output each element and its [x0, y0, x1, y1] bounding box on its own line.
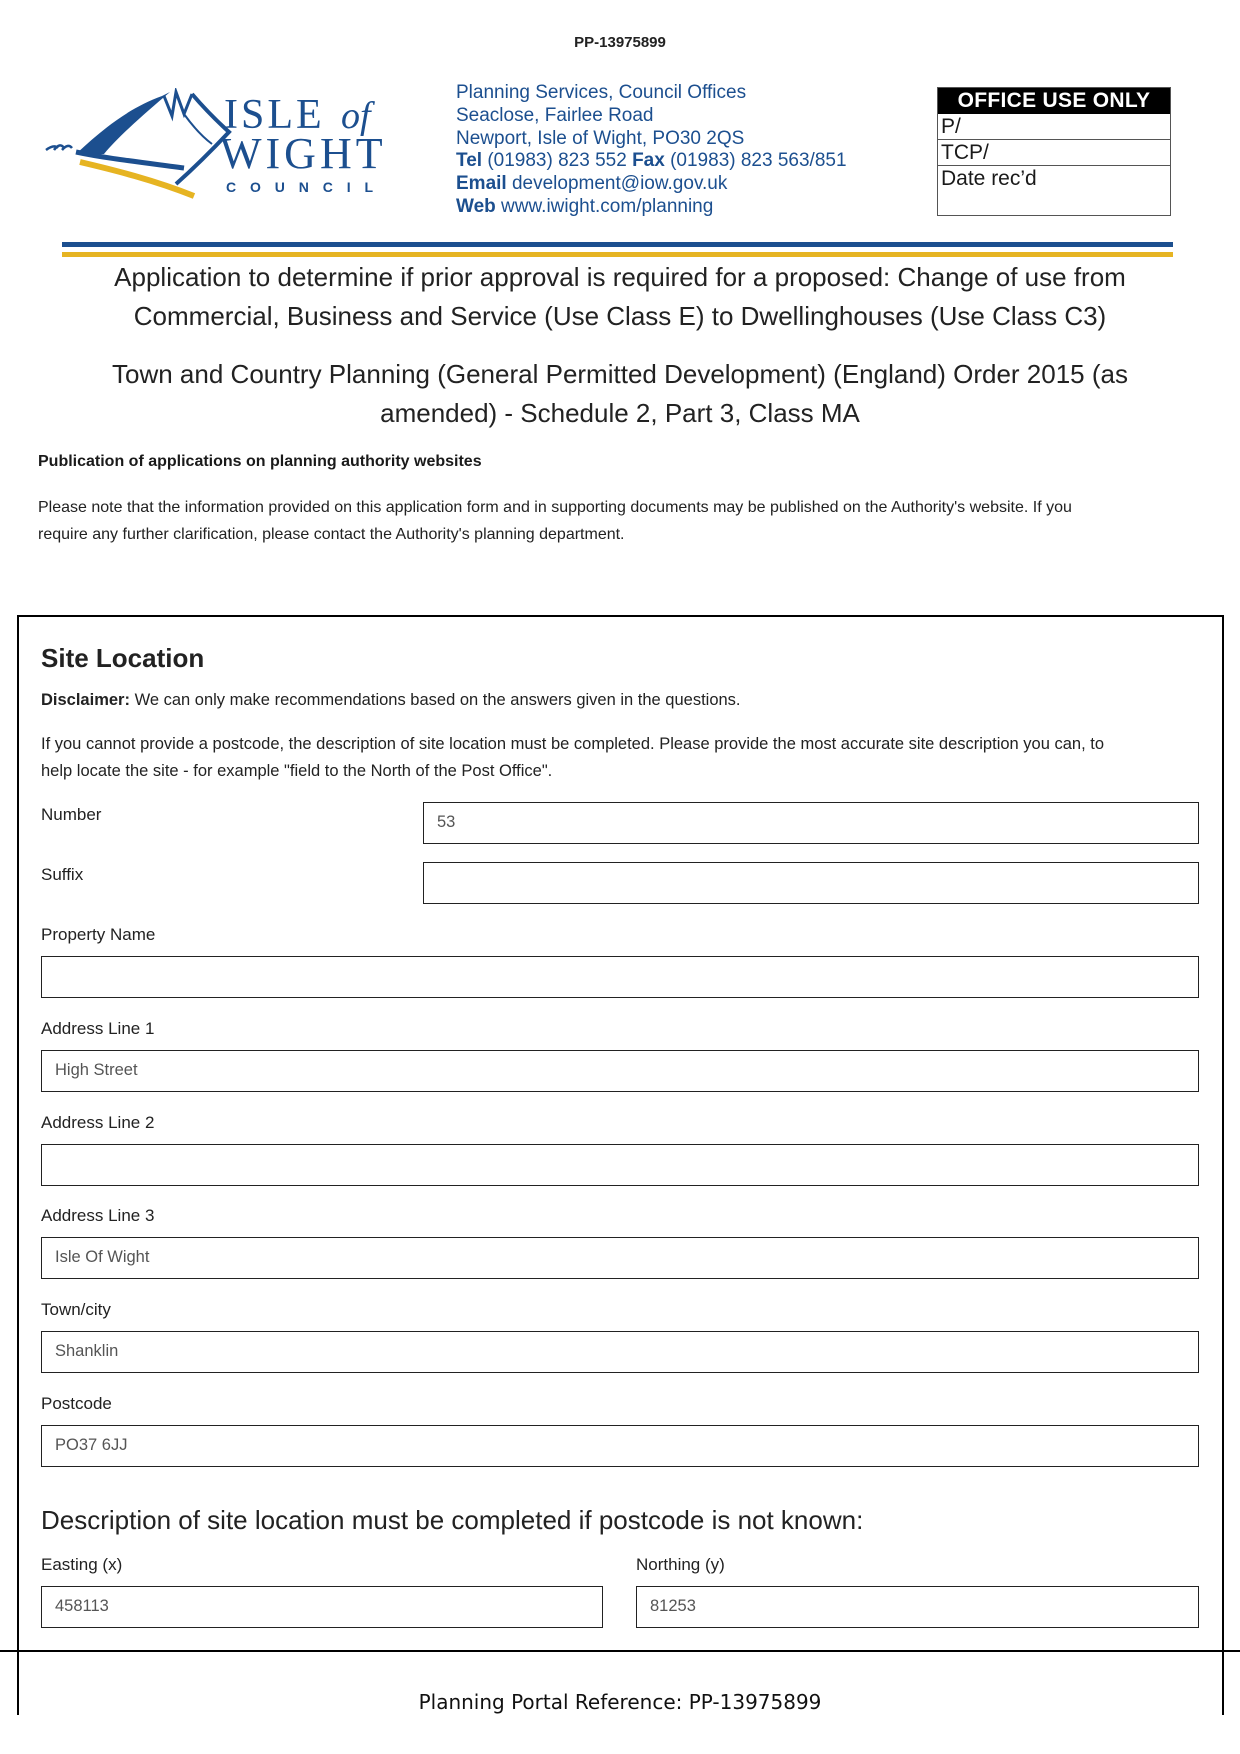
- office-use-title: OFFICE USE ONLY: [938, 88, 1170, 114]
- suffix-field[interactable]: [423, 862, 1199, 904]
- tel-label: Tel: [456, 150, 483, 172]
- logo-text-wight: WIGHT: [220, 129, 387, 178]
- address-line-3-label: Address Line 3: [41, 1206, 155, 1225]
- number-field[interactable]: 53: [423, 802, 1199, 844]
- order-title: [60, 355, 1180, 433]
- property-name-label: Property Name: [41, 925, 156, 944]
- office-use-box: [937, 87, 1171, 216]
- email-label: Email: [456, 173, 507, 195]
- fax-value: (01983) 823 563/851: [670, 150, 847, 172]
- address-line-1-label: Address Line 1: [41, 1019, 155, 1038]
- site-location-info-line-2: help locate the site - for example "field to the North of the Post Office".: [41, 762, 553, 780]
- number-label: Number: [41, 805, 102, 824]
- application-title-line-1: Application to determine if prior approval is required for a proposed: Change of use from: [114, 262, 1126, 292]
- email-value[interactable]: development@iow.gov.uk: [511, 173, 728, 195]
- web-value[interactable]: www.iwight.com/planning: [501, 195, 714, 217]
- fax-label: Fax: [632, 150, 665, 172]
- postcode-field[interactable]: PO37 6JJ: [41, 1425, 1199, 1467]
- contact-tel-fax: [456, 150, 847, 173]
- order-title-line-2: amended) - Schedule 2, Part 3, Class MA: [380, 398, 860, 428]
- header-rule-blue: [62, 242, 1173, 247]
- publication-text-line-2: require any further clarification, please contact the Authority's planning department.: [38, 526, 625, 543]
- publication-heading: Publication of applications on planning authority websites: [38, 453, 482, 470]
- disclaimer-label: Disclaimer:: [41, 691, 130, 709]
- contact-line-1: Planning Services, Council Offices: [456, 82, 747, 103]
- address-line-3-field[interactable]: Isle Of Wight: [41, 1237, 1199, 1279]
- isle-of-wight-council-logo: [44, 88, 429, 218]
- publication-text-line-1: Please note that the information provided on this application form and in supporting documents may be published on the Authority's website. If you: [38, 499, 1072, 516]
- postcode-label: Postcode: [41, 1394, 112, 1413]
- tel-value: (01983) 823 552: [487, 150, 627, 172]
- disclaimer-text: We can only make recommendations based on the answers given in the questions.: [134, 691, 741, 709]
- town-city-field[interactable]: Shanklin: [41, 1331, 1199, 1373]
- suffix-label: Suffix: [41, 865, 84, 884]
- address-line-2-field[interactable]: [41, 1144, 1199, 1186]
- property-name-field[interactable]: [41, 956, 1199, 998]
- disclaimer: [41, 691, 741, 710]
- address-line-1-field[interactable]: High Street: [41, 1050, 1199, 1092]
- contact-web: [456, 196, 847, 219]
- page-bottom-rule: [0, 1650, 1240, 1652]
- site-location-title: Site Location: [41, 643, 205, 673]
- office-use-row-tcp: TCP/: [938, 140, 1170, 166]
- office-use-row-date: Date rec’d: [941, 167, 1037, 190]
- planning-portal-reference: Planning Portal Reference: PP-13975899: [418, 1690, 822, 1714]
- logo-text-of: of: [341, 95, 371, 137]
- easting-field[interactable]: 458113: [41, 1586, 603, 1628]
- northing-label: Northing (y): [636, 1555, 725, 1574]
- description-heading: Description of site location must be completed if postcode is not known:: [41, 1505, 864, 1535]
- order-title-line-1: Town and Country Planning (General Permitted Development) (England) Order 2015 (as: [112, 359, 1128, 389]
- document-reference: PP-13975899: [574, 34, 666, 51]
- publication-text: [38, 494, 1198, 548]
- site-location-info: [41, 731, 1201, 785]
- logo-text-council: C O U N C I L: [226, 179, 379, 195]
- council-contact-details: [456, 82, 847, 219]
- easting-label: Easting (x): [41, 1555, 123, 1574]
- header-rule-gold: [62, 252, 1173, 257]
- address-line-2-label: Address Line 2: [41, 1113, 155, 1132]
- logo-text-isle: ISLE: [224, 92, 325, 138]
- web-label: Web: [456, 195, 496, 217]
- office-use-row-p: P/: [938, 114, 1170, 140]
- site-location-info-line-1: If you cannot provide a postcode, the description of site location must be completed. Please provide the most accurate site description you can, to: [41, 735, 1105, 753]
- logo-emblem: [46, 92, 229, 196]
- application-title-line-2: Commercial, Business and Service (Use Class E) to Dwellinghouses (Use Class C3): [133, 301, 1107, 331]
- contact-email: [456, 173, 847, 196]
- town-city-label: Town/city: [41, 1300, 111, 1319]
- contact-line-2: Seaclose, Fairlee Road: [456, 104, 654, 126]
- contact-line-3: Newport, Isle of Wight, PO30 2QS: [456, 127, 745, 149]
- northing-field[interactable]: 81253: [636, 1586, 1199, 1628]
- application-title: [60, 258, 1180, 336]
